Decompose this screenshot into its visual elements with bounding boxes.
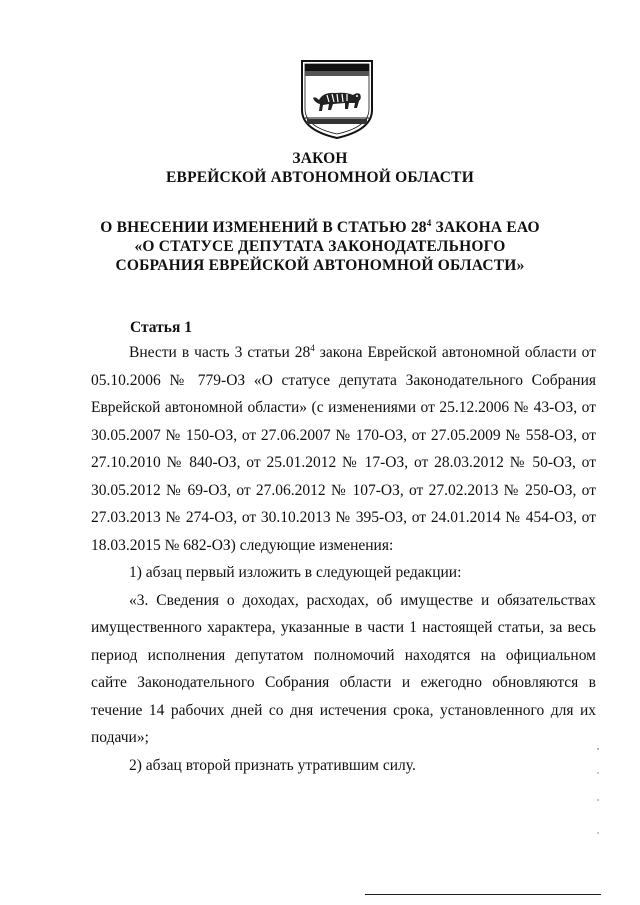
intro-part1: Внести в часть 3 статьи 28 — [129, 344, 311, 361]
law-title-part1: О ВНЕСЕНИИ ИЗМЕНЕНИЙ В СТАТЬЮ 28 — [100, 219, 427, 236]
bottom-rule — [365, 894, 601, 895]
item-2-paragraph: 2) абзац второй признать утратившим силу. — [129, 756, 416, 774]
document-type-heading: ЗАКОН — [292, 150, 348, 167]
article-label: Статья 1 — [130, 319, 192, 336]
article-intro-paragraph — [91, 339, 596, 559]
intro-superscript: 4 — [310, 342, 315, 353]
quote-paragraph: «3. Сведения о доходах, расходах, об имуществе и обязательствах имущественного характера, указанные в части 1 настоящей статьи, за весь период исполнения депутатом полномочий находятся на официальном сайте Законодательного Собрания области и ежегодно обновляются в течение 14 рабочих дней со дня истечения срока, установленного для их подачи»; — [91, 591, 596, 746]
law-title — [0, 218, 640, 275]
coat-of-arms-tiger-icon — [299, 58, 375, 140]
item-1-paragraph: 1) абзац первый изложить в следующей редакции: — [129, 564, 462, 581]
intro-part2: закона Еврейской автономной области от 05.10.2006 № 779-ОЗ «О статусе депутата Законодательного Собрания Еврейской автономной области» (с изменениями от 25.12.2006 № 43-ОЗ, от 30.05.2007 № 150-ОЗ, от 27.06.2007 № 170-ОЗ, от 27.05.2009 № 558-ОЗ, от 27.10.2010 № 840-ОЗ, от 25.01.2012 № 17-ОЗ, от 28.03.2012 № 50-ОЗ, от 30.05.2012 № 69-ОЗ, от 27.06.2012 № 107-ОЗ, от 27.02.2013 № 250-ОЗ, от 27.03.2013 № 274-ОЗ, от 30.10.2013 № 395-ОЗ, от 24.01.2014 № 454-ОЗ, от 18.03.2015 № 682-ОЗ) следующие изменения: — [91, 344, 596, 554]
article-body — [91, 339, 596, 779]
law-title-part2: ЗАКОНА ЕАО «О СТАТУСЕ ДЕПУТАТА ЗАКОНОДАТЕЛЬНОГО СОБРАНИЯ ЕВРЕЙСКОЙ АВТОНОМНОЙ ОБЛАСТИ» — [115, 219, 540, 274]
law-title-superscript: 4 — [426, 217, 432, 228]
region-heading: ЕВРЕЙСКОЙ АВТОНОМНОЙ ОБЛАСТИ — [166, 169, 474, 186]
scan-specks — [596, 745, 600, 840]
